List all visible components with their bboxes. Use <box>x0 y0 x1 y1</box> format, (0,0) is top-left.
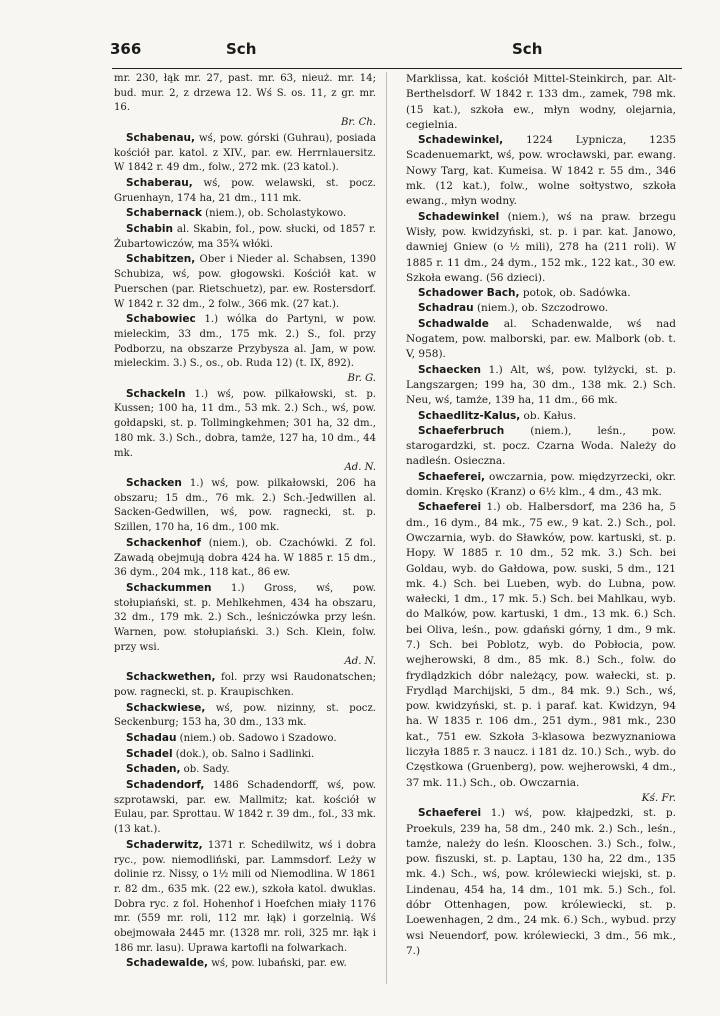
column-divider <box>386 72 387 984</box>
author-signature <box>114 461 376 476</box>
page-header <box>110 36 678 62</box>
dictionary-entry <box>114 536 376 581</box>
dictionary-entry <box>114 222 376 252</box>
dictionary-entry <box>406 470 676 501</box>
entry-headword: Schaden, <box>126 763 181 776</box>
dictionary-entry <box>406 286 676 301</box>
dictionary-entry <box>114 956 376 972</box>
entry-text: ob. Kałus. <box>520 409 577 422</box>
dictionary-entry <box>406 424 676 470</box>
entry-text: 1224 Lypnicza, 1235 Scadenuemarkt, wś, pow. wrocławski, par. ewang. Nowy Targ, kat. Kumeisa. W 1842 r. 55 dm., 346 mk. (12 kat.), folw., wolne sołtystwo, szkoła ewang., młyn wodny. <box>406 134 676 208</box>
author-signature <box>114 372 376 387</box>
author-signature <box>406 791 676 806</box>
entry-text: 1.) ob. Halbersdorf, ma 236 ha, 5 dm., 16 dym., 84 mk., 75 ew., 9 kat. 2.) Sch., pol. Owczarnia, wyb. do Sławków, pow. kartuski, st. p. Hopy. W 1885 r. 10 dm., 52 mk. 3.) Sch. bei Goldau, wyb. do Gałdowa, pow. suski, 5 dm., 121 mk. 4.) Sch. bei Lueben, wyb. do Lubna, pow. wałecki, 1 dm., 17 mk. 5.) Sch. bei Mahlkau, wyb. do Malków, pow. kartuski, 1 dm., 13 mk. 6.) Sch. bei Oliva, leśn., pow. gdański górny, 1 dm., 9 mk. 7.) Sch. bei Poblotz, wyb. do Pobłocia, pow. wejherowski, 8 dm., 85 mk. 8.) Sch., folw. do frydlądzkich dóbr należący, pow. wałecki, st. p. Frydląd Marchijski, 5 dm., 84 mk. 9.) Sch., wś, pow. kwidzyński, st. p. i paraf. kat. Kwidzyn, 94 ha. W 1835 r. 106 dm., 251 dym., 981 mk., 230 kat., 751 ew. Szkoła 3-klasowa bezwyznaniowa liczyła 1885 r. 3 naucz. i 181 dz. 10.) Sch., wyb. do Częstkowa (Gruenberg), pow. wejherowski, 4 dm., 37 mk. 11.) Sch., ob. Owczarnia. <box>406 501 676 789</box>
entry-text: (niem.), wś na praw. brzegu Wisły, pow. kwidzyński, st. p. i par. kat. Janowo, dawniej Gniew (o ½ mili), 278 ha (211 roli). W 1885 r. 11 dm., 24 dym., 152 mk., 122 kat., 30 ew. Szkoła ewang. (56 dzieci). <box>406 210 676 284</box>
entry-text: fol. przy wsi Raudonatschen; pow. ragnecki, st. p. Kraupischken. <box>114 672 376 698</box>
signature-text: Ad. N. <box>344 462 376 474</box>
entry-text: wś, pow. górski (Guhrau), posiada kościół par. katol. z XIV., par. ew. Herrnlauersitz. W 1842 r. 49 dm., folw., 272 mk. (23 katol.). <box>114 132 376 174</box>
dictionary-entry <box>406 806 676 959</box>
entry-headword: Schabin <box>126 223 173 236</box>
entry-headword: Schadel <box>126 747 173 760</box>
entry-headword: Schadewinkel, <box>418 134 504 147</box>
entry-headword: Schaderwitz, <box>126 838 203 851</box>
entry-headword: Schaeferei <box>418 807 482 820</box>
dictionary-entry <box>114 581 376 656</box>
entry-text: 1371 r. Schedilwitz, wś i dobra ryc., pow. niemodliński, par. Lammsdorf. Leży w dolinie rz. Nissy, o 1½ mili od Niemodlina. W 1861 r. 82 dm., 635 mk. (22 ew.), szkoła katol. dwuklas. Dobra ryc. z fol. Hohenhof i Hoefchen miały 1176 mr. (559 mr. roli, 112 mr. łąk) i gorzelnią. Wś obejmowała 2445 mr. (1328 mr. roli, 325 mr. łąk i 186 mr. lasu). Uprawa kartofli na folwarkach. <box>114 839 376 954</box>
entry-text: 1.) wś, pow. kłajpedzki, st. p. Proekuls, 239 ha, 58 dm., 240 mk. 2.) Sch., leśn., tamże, należy do leśn. Klooschen. 3.) Sch., folw., pow. fiszuski, st. p. Laptau, 130 ha, 22 dm., 135 mk. 4.) Sch., wś, pow. królewiecki wiejski, st. p. Lindenau, 454 ha, 14 dm., 101 mk. 5.) Sch., fol. dóbr Ottenhagen, pow. królewiecki, st. p. Loewenhagen, 2 dm., 24 mk. 6.) Sch., wybud. przy wsi Neuendorf, pow. królewiecki, 3 dm., 56 mk., 7.) <box>406 807 676 957</box>
left-column <box>114 72 376 972</box>
entry-headword: Schackeln <box>126 387 186 400</box>
entry-headword: Schackummen <box>126 581 212 594</box>
dictionary-entry <box>114 176 376 206</box>
signature-text: Br. Ch. <box>341 117 376 129</box>
dictionary-entry <box>114 252 376 312</box>
entry-text: ob. Sady. <box>180 764 230 776</box>
entry-headword: Schackenhof <box>126 536 202 549</box>
author-signature <box>114 116 376 131</box>
entry-text: potok, ob. Sadówka. <box>519 287 631 300</box>
entry-text: al. Schadenwalde, wś nad Nogatem, pow. malborski, par. ew. Malbork (ob. t. V, 958). <box>406 317 676 361</box>
entry-headword: Schabowiec <box>126 313 196 326</box>
dictionary-entry <box>114 747 376 763</box>
entry-text: wś, pow. lubański, par. ew. <box>208 958 347 970</box>
dictionary-entry <box>114 670 376 700</box>
entry-text: 1.) Alt, wś, pow. tylżycki, st. p. Langszargen; 199 ha, 30 dm., 138 mk. 2.) Sch. Neu, wś, tamże, 139 ha, 11 dm., 66 mk. <box>406 363 676 407</box>
dictionary-entry <box>114 312 376 372</box>
entry-headword: Schadwalde <box>418 317 489 330</box>
running-head-left: Sch <box>226 40 257 58</box>
header-rule <box>112 68 682 69</box>
entry-text: (niem.) ob. Sadowo i Szadowo. <box>176 732 337 744</box>
dictionary-entry <box>114 778 376 838</box>
dictionary-entry <box>406 210 676 286</box>
entry-text: 1.) wólka do Partyni, w pow. mieleckim, 33 dm., 175 mk. 2.) S., fol. przy Podborzu, na obszarze Przybysza al. Jam, w pow. mieleckim. 3.) S., os., ob. Ruda 12) (t. IX, 892). <box>114 314 376 370</box>
entry-headword: Schadau <box>126 731 177 744</box>
dictionary-entry <box>114 387 376 462</box>
entry-headword: Schaecken <box>418 363 481 376</box>
signature-text: Kś. Fr. <box>641 791 676 804</box>
dictionary-entry <box>406 317 676 363</box>
entry-headword: Schadower Bach, <box>418 287 520 300</box>
entry-text: 1486 Schadendorff, wś, pow. szprotawski, par. ew. Mallmitz; kat. kościół w Eulau, par. Sprottau. W 1842 r. 39 dm., fol., 33 mk. (13 kat.). <box>114 780 376 836</box>
entry-headword: Schacken <box>126 476 182 489</box>
entry-headword: Schaeferbruch <box>418 424 505 437</box>
entry-headword: Schadendorf, <box>126 779 205 792</box>
dictionary-entry <box>114 701 376 731</box>
entry-text: 1.) Gross, wś, pow. stołupiański, st. p. Mehlkehmen, 434 ha obszaru, 32 dm., 179 mk. 2.) Sch., leśniczówka przy leśn. Warnen, pow. stołupiański. 3.) Sch. Klein, folw. przy wsi. <box>114 582 376 653</box>
signature-text: Ad. N. <box>344 656 376 668</box>
author-signature <box>114 655 376 670</box>
entry-text: owczarnia, pow. międzyrzecki, okr. domin. Kręsko (Kranz) o 6½ klm., 4 dm., 43 mk. <box>406 470 676 499</box>
dictionary-entry <box>114 206 376 222</box>
entry-text: (niem.), ob. Szczodrowo. <box>473 302 609 315</box>
entry-headword: Schadrau <box>418 302 474 315</box>
entry-headword: Schadewinkel <box>418 210 500 223</box>
entry-headword: Schaberau, <box>126 176 193 189</box>
entry-headword: Schabitzen, <box>126 253 196 266</box>
entry-text: (niem.), ob. Czachówki. Z fol. Zawadą obejmują dobra 424 ha. W 1885 r. 15 dm., 36 dym., 204 mk., 118 kat., 86 ew. <box>114 537 376 579</box>
dictionary-entry <box>406 133 676 209</box>
entry-headword: Schaeferei, <box>418 470 486 483</box>
entry-text: wś, pow. welawski, st. pocz. Gruenhayn, 174 ha, 21 dm., 111 mk. <box>114 177 376 204</box>
entry-text: 1.) wś, pow. pilkałowski, 206 ha obszaru; 15 dm., 76 mk. 2.) Sch.-Jedwillen al. Sacken-Gedwillen, wś, pow. ragnecki, st. p. Szillen, 170 ha, 16 dm., 100 mk. <box>114 477 376 534</box>
dictionary-entry <box>114 131 376 176</box>
continued-text: Marklissa, kat. kościół Mittel-Steinkirch, par. Alt-Berthelsdorf. W 1842 r. 133 dm., zamek, 798 mk. (15 kat.), szkoła ew., młyn wodny, olejarnia, cegielnia. <box>406 73 676 131</box>
dictionary-entry <box>406 301 676 316</box>
dictionary-entry <box>114 731 376 747</box>
entry-headword: Schadewalde, <box>126 957 208 970</box>
entry-headword: Schabenau, <box>126 131 196 144</box>
dictionary-entry <box>406 500 676 791</box>
entry-headword: Schabernack <box>126 207 202 220</box>
entry-headword: Schackwiese, <box>126 701 206 714</box>
right-column <box>406 72 676 959</box>
page-number: 366 <box>110 40 142 58</box>
entry-text: (niem.), ob. Scholastykowo. <box>201 208 347 220</box>
dictionary-entry <box>406 363 676 409</box>
dictionary-entry <box>114 476 376 536</box>
entry-text: (dok.), ob. Salno i Sadlinki. <box>172 748 315 760</box>
entry-text: 1.) wś, pow. pilkałowski, st. p. Kussen; 100 ha, 11 dm., 53 mk. 2.) Sch., wś, pow. gołdapski, st. p. Tollmingkehmen; 301 ha, 32 dm., 180 mk. 3.) Sch., dobra, tamże, 127 ha, 10 dm., 44 mk. <box>114 388 376 459</box>
entry-text: Ober i Nieder al. Schabsen, 1390 Schubiza, wś, pow. głogowski. Kościół kat. w Puerschen (par. Rietschuetz), par. ew. Rostersdorf. W 1842 r. 32 dm., 2 folw., 366 mk. (27 kat.). <box>114 254 376 310</box>
running-head-right: Sch <box>512 40 543 58</box>
signature-text: Br. G. <box>347 373 376 385</box>
continued-text: mr. 230, łąk mr. 27, past. mr. 63, nieuż. mr. 14; bud. mur. 2, z drzewa 12. Wś S. os. 11, z gr. mr. 16. <box>114 73 376 114</box>
entry-text: wś, pow. nizinny, st. pocz. Seckenburg; 153 ha, 30 dm., 133 mk. <box>114 702 376 729</box>
entry-headword: Schaedlitz-Kalus, <box>418 409 521 422</box>
entry-headword: Schaeferei <box>418 501 482 514</box>
dictionary-entry <box>114 838 376 957</box>
entry-headword: Schackwethen, <box>126 671 216 684</box>
dictionary-entry <box>114 762 376 778</box>
entry-text: (niem.), leśn., pow. starogardzki, st. pocz. Czarna Woda. Należy do nadleśn. Osieczna. <box>406 424 676 468</box>
dictionary-entry <box>406 409 676 424</box>
entry-text: al. Skabin, fol., pow. słucki, od 1857 r. Żubartowiczów, ma 35¾ włóki. <box>114 224 376 250</box>
